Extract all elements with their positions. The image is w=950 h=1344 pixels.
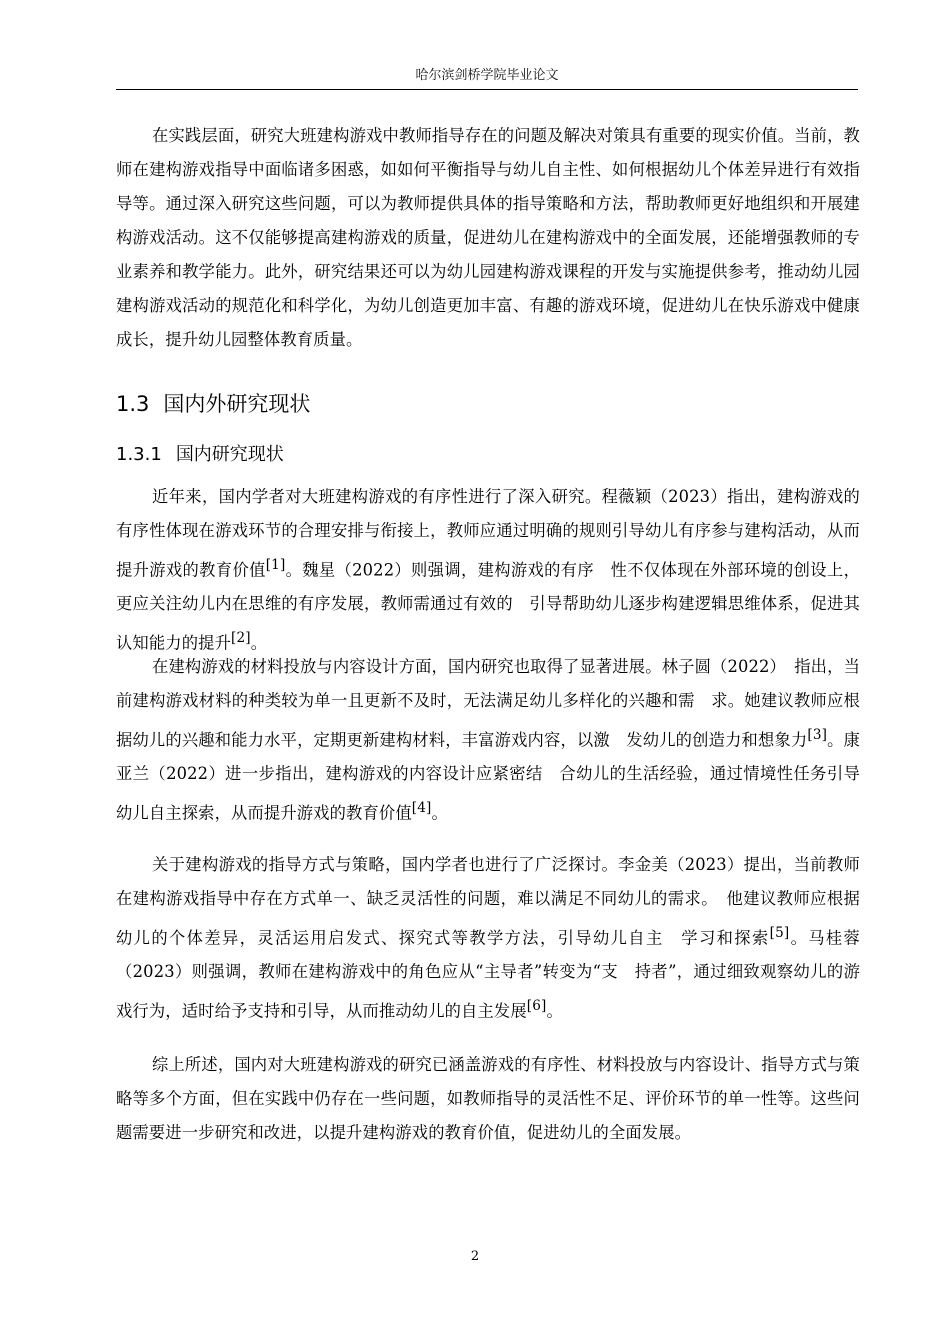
paragraph-text: 关于建构游戏的指导方式与策略，国内学者也进行了广泛探讨。李金美（2023）提出，当前教师在建构游戏指导中存在方式单一、缺乏灵活性的问题，难以满足不同幼儿的需求。 他建议教师应根据幼儿的个体差异，灵活运用启发式、探究式等教学方法，引导幼儿自主 学习和探索 bbox=[116, 855, 860, 948]
subsection-title: 国内研究现状 bbox=[175, 444, 284, 465]
section-title: 国内外研究现状 bbox=[163, 392, 311, 416]
subsection-heading-1-3-1 bbox=[116, 440, 284, 466]
paragraph-text: 。马桂蓉（2023）则强调，教师在建构游戏中的角色应从“主导者”转变为“支 持者”，通过细致观察幼儿的游戏行为，适时给予支持和引导，从而推动幼儿的自主发展 bbox=[116, 928, 860, 1021]
paragraph-text: 。 bbox=[546, 1001, 563, 1021]
paragraph-guidance-strategies bbox=[116, 848, 860, 1029]
paragraph-text: 。魏星（2022）则强调，建构游戏的有序 性不仅体现在外部环境的创设上，更应关注幼儿内在思维的有序发展，教师需通过有效的 引导帮助幼儿逐步构建逻辑思维体系，促进其认知能力的提升 bbox=[116, 560, 861, 653]
paragraph-text: 近年来，国内学者对大班建构游戏的有序性进行了深入研究。程薇颖（2023）指出，建构游戏的有序性体现在游戏环节的合理安排与衔接上，教师应通过明确的规则引导幼儿有序参与建构活动，从而提升游戏的教育价值 bbox=[116, 487, 860, 580]
subsection-number: 1.3.1 bbox=[116, 444, 162, 465]
citation-marker: [2] bbox=[231, 630, 251, 647]
section-heading-1-3 bbox=[116, 388, 310, 418]
page-number: 2 bbox=[470, 1249, 480, 1264]
paragraph-text: 在建构游戏的材料投放与内容设计方面，国内研究也取得了显著进展。林子圆（2022） 指出，当前建构游戏材料的种类较为单一且更新不及时，无法满足幼儿多样化的兴趣和需 求。她建议教师应根据幼儿的兴趣和能力水平，定期更新建构材料，丰富游戏内容，以激 发幼儿的创造力和想象力 bbox=[116, 657, 860, 750]
paragraph-orderliness bbox=[116, 480, 860, 661]
paragraph-materials-content bbox=[116, 650, 860, 831]
paragraph-text: 。康亚兰（2022）进一步指出，建构游戏的内容设计应紧密结 合幼儿的生活经验，通过情境性任务引导幼儿自主探索，从而提升游戏的教育价值 bbox=[116, 730, 860, 823]
citation-marker: [1] bbox=[265, 557, 286, 573]
paragraph-text: 。 bbox=[431, 803, 448, 823]
running-header: 哈尔滨剑桥学院毕业论文 bbox=[415, 68, 559, 83]
section-number: 1.3 bbox=[116, 392, 150, 416]
header-divider bbox=[116, 89, 858, 90]
citation-marker: [5] bbox=[769, 925, 790, 941]
citation-marker: [6] bbox=[526, 998, 547, 1015]
paragraph-practical-significance: 在实践层面，研究大班建构游戏中教师指导存在的问题及解决对策具有重要的现实价值。当前，教师在建构游戏指导中面临诸多困惑，如如何平衡指导与幼儿自主性、如何根据幼儿个体差异进行有效指导等。通过深入研究这些问题，可以为教师提供具体的指导策略和方法，帮助教师更好地组织和开展建构游戏活动。这不仅能够提高建构游戏的质量，促进幼儿在建构游戏中的全面发展，还能增强教师的专业素养和教学能力。此外，研究结果还可以为幼儿园建构游戏课程的开发与实施提供参考，推动幼儿园建构游戏活动的规范化和科学化，为幼儿创造更加丰富、有趣的游戏环境，促进幼儿在快乐游戏中健康成长，提升幼儿园整体教育质量。 bbox=[116, 126, 860, 349]
paragraph-text: 。 bbox=[250, 633, 268, 653]
paragraph-summary: 综上所述，国内对大班建构游戏的研究已涵盖游戏的有序性、材料投放与内容设计、指导方式与策略等多个方面，但在实践中仍存在一些问题，如教师指导的灵活性不足、评价环节的单一性等。这些问题需要进一步研究和改进，以提升建构游戏的教育价值，促进幼儿的全面发展。 bbox=[116, 1055, 860, 1142]
citation-marker: [3] bbox=[807, 727, 828, 743]
citation-marker: [4] bbox=[411, 800, 432, 817]
